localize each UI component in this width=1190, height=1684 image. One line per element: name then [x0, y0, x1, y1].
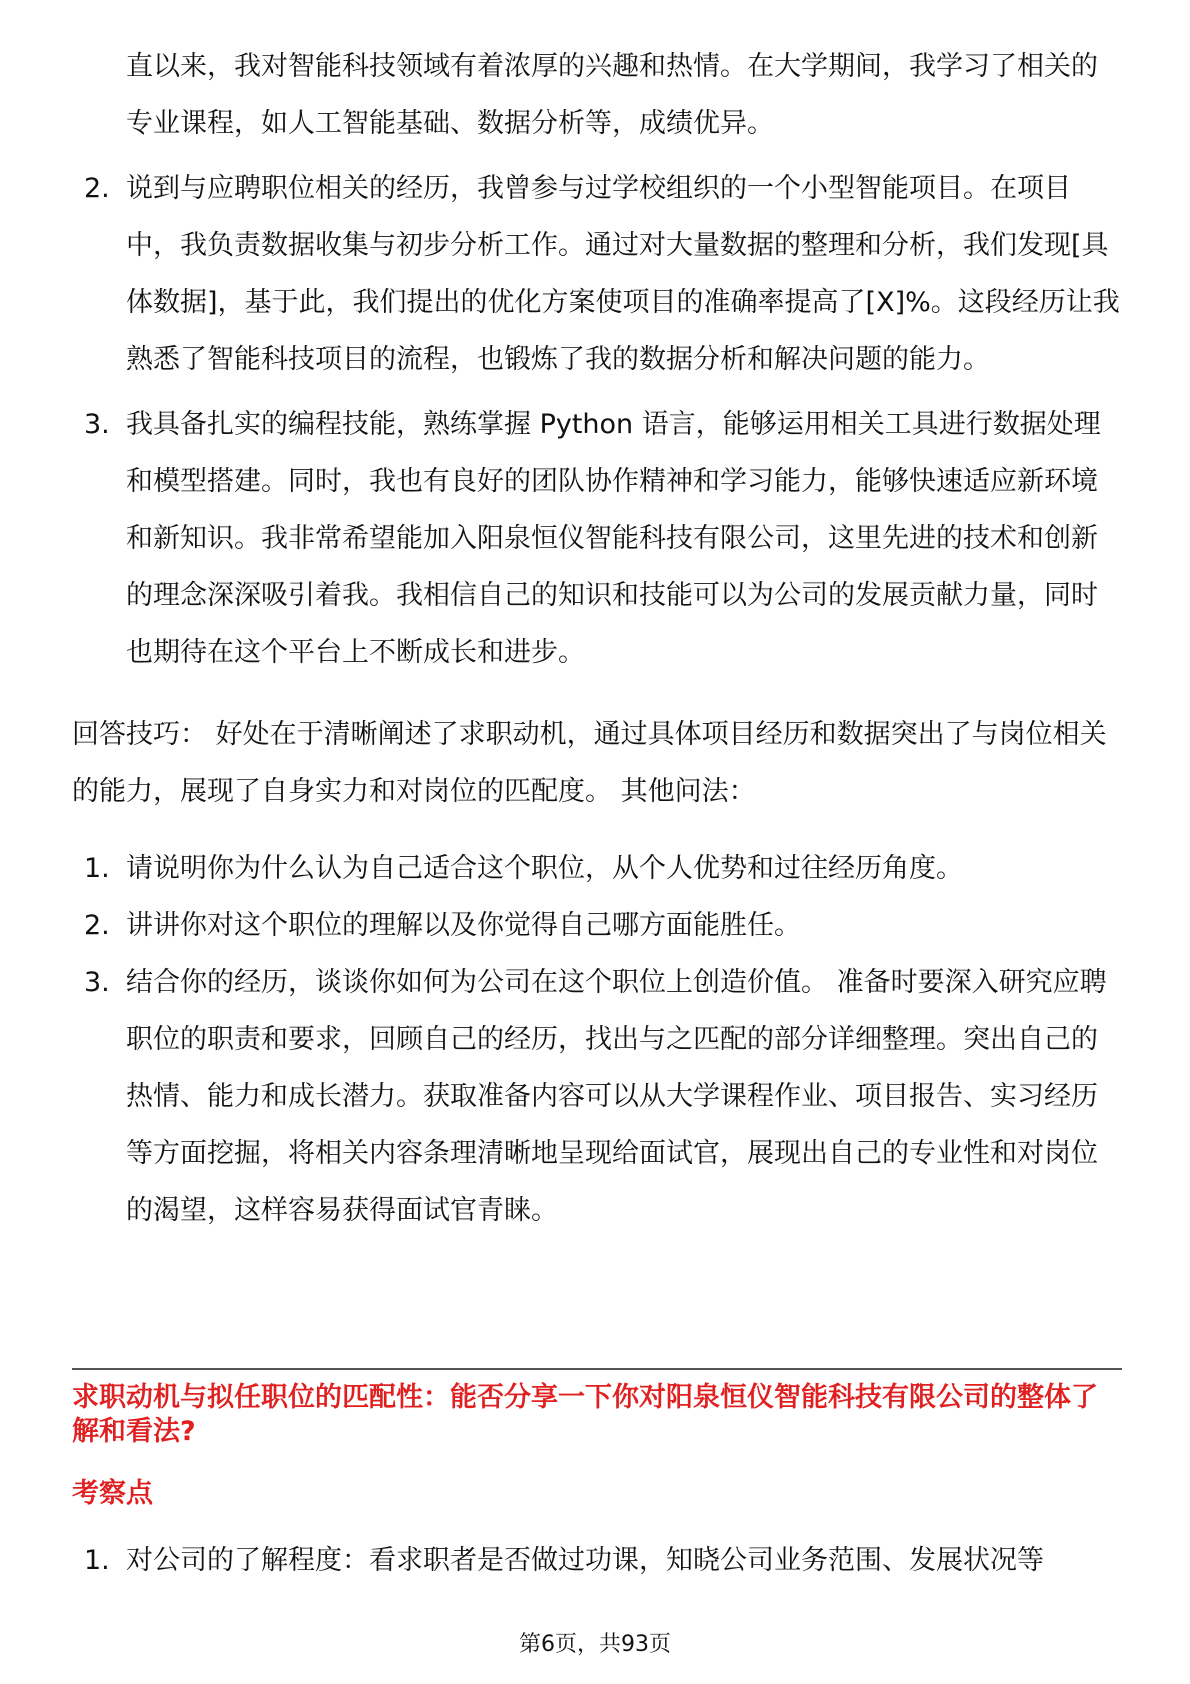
page-number: 第6页，共93页 [519, 1632, 671, 1657]
list-item [72, 38, 1122, 152]
list-item [72, 160, 1122, 388]
answer-list [72, 38, 1122, 681]
list-item-number: 1. [84, 1545, 110, 1576]
list-item-number: 3. [84, 409, 110, 440]
list-item [72, 396, 1122, 681]
list-item-text: 请说明你为什么认为自己适合这个职位，从个人优势和过往经历角度。 [126, 853, 963, 884]
list-item-text: 我具备扎实的编程技能，熟练掌握 Python 语言，能够运用相关工具进行数据处理和模型搭建。同时，我也有良好的团队协作精神和学习能力，能够快速适应新环境和新知识。我非常希望能加入阳泉恒仪智能科技有限公司，这里先进的技术和创新的理念深深吸引着我。我相信自己的知识和技能可以为公司的发展贡献力量，同时也期待在这个平台上不断成长和进步。 [126, 409, 1101, 668]
section-title: 考察点 [72, 1478, 153, 1509]
list-item [72, 954, 1122, 1239]
list-item-text: 结合你的经历，谈谈你如何为公司在这个职位上创造价值。 准备时要深入研究应聘职位的职责和要求，回顾自己的经历，找出与之匹配的部分详细整理。突出自己的热情、能力和成长潜力。获取准备内容可以从大学课程作业、项目报告、实习经历等方面挖掘，将相关内容条理清晰地呈现给面试官，展现出自己的专业性和对岗位的渴望，这样容易获得面试官青睐。 [126, 967, 1107, 1226]
question-heading: 求职动机与拟任职位的匹配性：能否分享一下你对阳泉恒仪智能科技有限公司的整体了解和看法? [72, 1382, 1098, 1447]
list-item-number: 2. [84, 910, 110, 941]
list-item-number: 2. [84, 173, 110, 204]
alternative-questions-list [72, 840, 1122, 1239]
list-item [72, 1532, 1122, 1589]
list-item-number: 3. [84, 967, 110, 998]
list-item-number: 1. [84, 853, 110, 884]
list-item-text: 讲讲你对这个职位的理解以及你觉得自己哪方面能胜任。 [126, 910, 801, 941]
section-divider [72, 1368, 1122, 1370]
list-item [72, 840, 1122, 897]
answer-tips: 回答技巧： 好处在于清晰阐述了求职动机，通过具体项目经历和数据突出了与岗位相关的能力，展现了自身实力和对岗位的匹配度。 其他问法： [72, 719, 1107, 807]
list-item-text: 对公司的了解程度：看求职者是否做过功课，知晓公司业务范围、发展状况等 [126, 1545, 1044, 1576]
assessment-points-list [72, 1532, 1122, 1589]
list-item-text: 直以来，我对智能科技领域有着浓厚的兴趣和热情。在大学期间，我学习了相关的专业课程，如人工智能基础、数据分析等，成绩优异。 [126, 51, 1098, 139]
list-item-text: 说到与应聘职位相关的经历，我曾参与过学校组织的一个小型智能项目。在项目中，我负责数据收集与初步分析工作。通过对大量数据的整理和分析，我们发现[具体数据]，基于此，我们提出的优化方案使项目的准确率提高了[X]%。这段经历让我熟悉了智能科技项目的流程，也锻炼了我的数据分析和解决问题的能力。 [126, 173, 1120, 375]
list-item [72, 897, 1122, 954]
